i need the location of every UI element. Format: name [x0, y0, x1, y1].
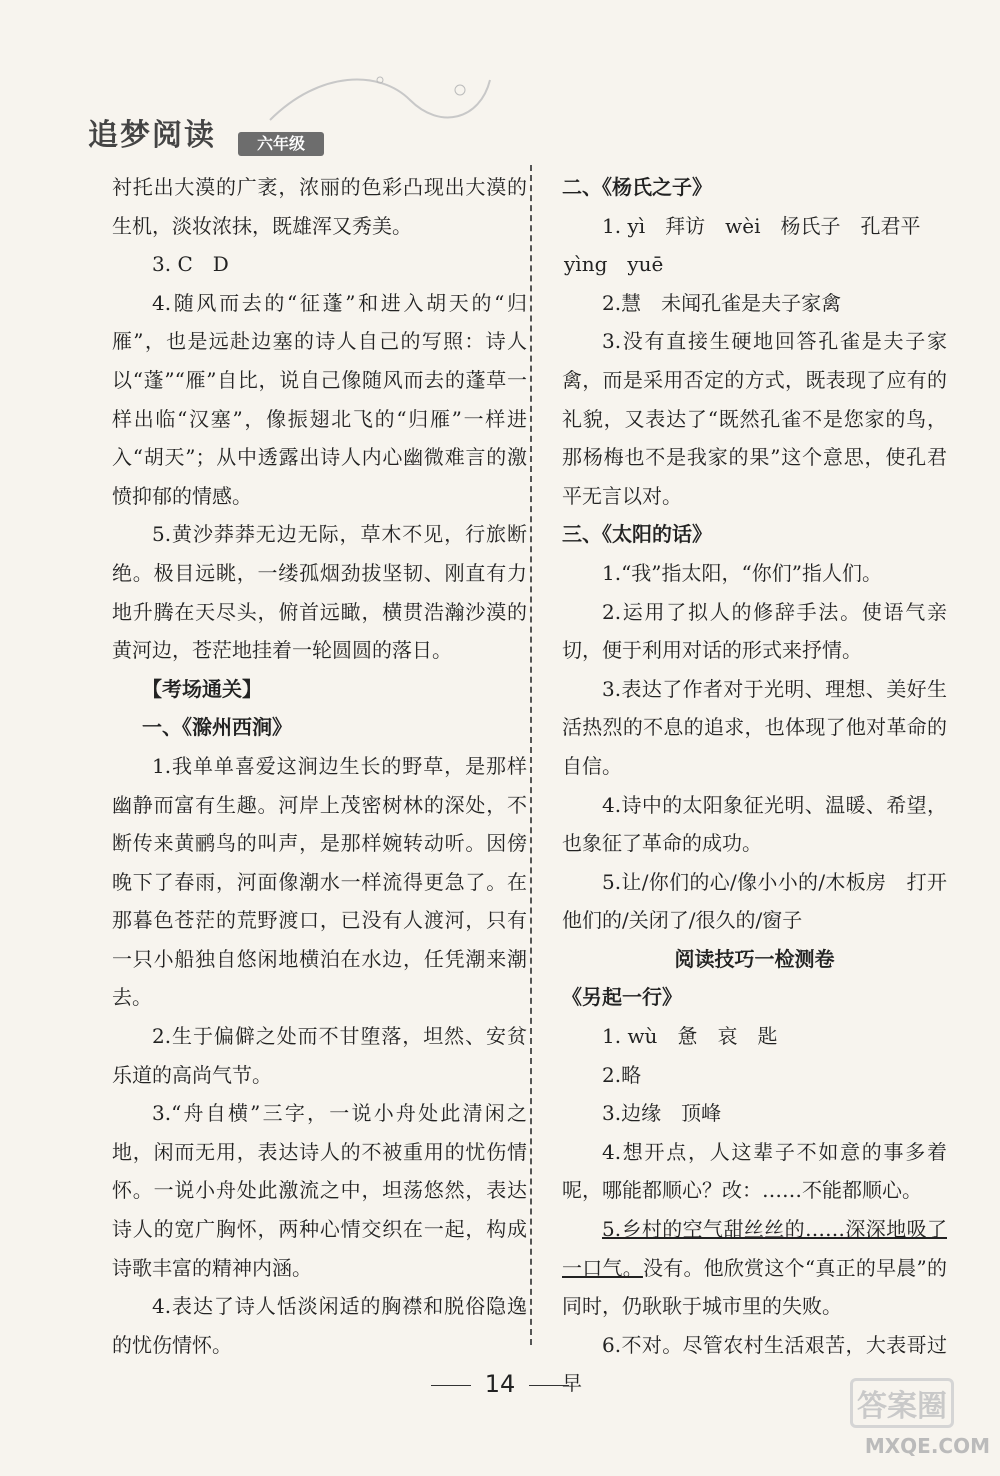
section-heading: 【考场通关】: [142, 676, 262, 701]
subsection-heading: 一、《滁州西涧》: [142, 715, 292, 740]
column-divider: [530, 165, 532, 1345]
left-column: [112, 168, 527, 1364]
footer-dash: [431, 1385, 471, 1386]
footer-dash: [529, 1385, 569, 1386]
answer-t1: 1. wù 惫 哀 匙: [602, 1024, 778, 1049]
answer-s5: 5.让/你们的心/像小小的/木板房 打开他们的/关闭了/很久的/窗子: [562, 869, 947, 933]
answer-r1-line2: yìng yuē: [564, 252, 664, 277]
subsection-heading: 《另起一行》: [562, 985, 682, 1010]
answer-t4: 4.想开点，人这辈子不如意的事多着呢，哪能都顺心？改：……不能都顺心。: [562, 1139, 947, 1203]
watermark-brand: 答案圈: [850, 1378, 954, 1428]
answer-t3: 3.边缘 顶峰: [602, 1101, 722, 1126]
answer-q4: 4.表达了诗人恬淡闲适的胸襟和脱俗隐逸的忧伤情怀。: [112, 1294, 527, 1357]
paragraph: 衬托出大漠的广袤，浓丽的色彩凸现出大漠的生机，淡妆浓抹，既雄浑又秀美。: [112, 175, 527, 238]
watermark-url: MXQE.COM: [864, 1434, 990, 1458]
answer-s1: 1.“我”指太阳，“你们”指人们。: [602, 560, 882, 585]
page-number: 14: [484, 1370, 516, 1398]
answer-t5: [562, 1210, 947, 1326]
answer-5: 5.黄沙莽莽无边无际，草木不见，行旅断绝。极目远眺，一缕孤烟劲拔坚韧、刚直有力地升腾在天尽头，俯首远瞰，横贯浩瀚沙漠的黄河边，苍茫地挂着一轮圆圆的落日。: [112, 522, 527, 663]
answer-q2: 2.生于偏僻之处而不甘堕落，坦然、安贫乐道的高尚气节。: [112, 1024, 527, 1087]
answer-s3: 3.表达了作者对于光明、理想、美好生活热烈的不息的追求，也体现了他对革命的自信。: [562, 676, 947, 778]
decorative-swirl-icon: [260, 60, 500, 140]
answer-s4: 4.诗中的太阳象征光明、温暖、希望，也象征了革命的成功。: [562, 792, 947, 856]
underlined-sentence: 5.乡村的空气甜丝丝的……深深地吸了一口气。: [562, 1217, 947, 1280]
watermark: [840, 1378, 990, 1458]
answer-4: 4.随风而去的“征蓬”和进入胡天的“归雁”，也是远赴边塞的诗人自己的写照：诗人以“蓬”“雁”自比，说自己像随风而去的蓬草一样出临“汉塞”，像振翅北飞的“归雁”一样进入“胡天”；从中透露出诗人内心幽微难言的激愤抑郁的情感。: [112, 290, 527, 508]
answer-q3: 3.“舟自横”三字，一说小舟处此清闲之地，闲而无用，表达诗人的不被重用的忧伤情怀。一说小舟处此激流之中，坦荡悠然，表达诗人的宽广胸怀，两种心情交织在一起，构成诗歌丰富的精神内涵。: [112, 1101, 527, 1280]
subsection-heading: 二、《杨氏之子》: [562, 175, 712, 199]
answer-q1: 1.我单单喜爱这涧边生长的野草，是那样幽静而富有生趣。河岸上茂密树林的深处，不断传来黄鹂鸟的叫声，是那样婉转动听。因傍晚下了春雨，河面像潮水一样流得更急了。在那暮色苍茫的荒野渡口，已没有人渡河，只有一只小船独自悠闲地横泊在水边，任凭潮来潮去。: [112, 753, 527, 1010]
answer-s2: 2.运用了拟人的修辞手法。使语气亲切，便于利用对话的形式来抒情。: [562, 599, 947, 663]
series-logo: 追梦阅读: [88, 118, 216, 153]
answer-t6: 6.不对。尽管农村生活艰苦，大表哥过早: [562, 1332, 947, 1396]
test-title: 阅读技巧一检测卷: [674, 946, 835, 971]
answer-r2: 2.慧 未闻孔雀是夫子家禽: [602, 290, 842, 315]
subsection-heading: 三、《太阳的话》: [562, 522, 712, 547]
answer-r3: 3.没有直接生硬地回答孔雀是夫子家禽，而是采用否定的方式，既表现了应有的礼貌，又表达了“既然孔雀不是您家的鸟，那杨梅也不是我家的果”这个意思，使孔君平无言以对。: [562, 329, 947, 508]
right-column: [562, 168, 947, 1403]
answer-3: 3. C D: [152, 252, 229, 277]
answer-t2: 2.略: [602, 1062, 642, 1087]
answer-r1: 1. yì 拜访 wèi 杨氏子 孔君平: [602, 213, 921, 238]
answer-t5-rest: 没有。他欣赏这个“真正的早晨”的同时，仍耿耿于城市里的失败。: [562, 1255, 948, 1319]
grade-badge: 六年级: [238, 132, 324, 156]
